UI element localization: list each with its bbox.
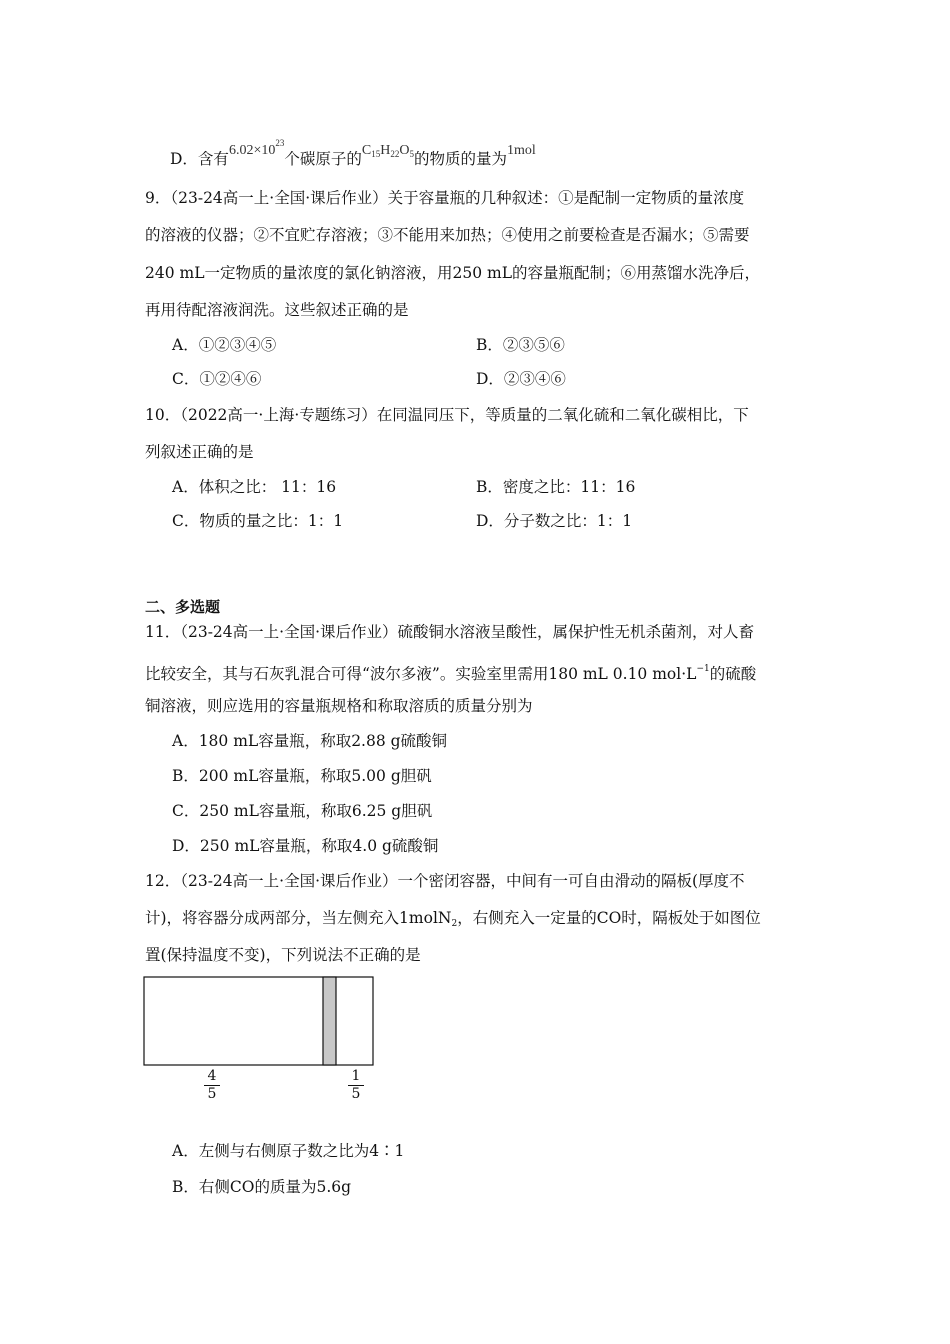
q11-option-a: A．180 mL容量瓶，称取2.88 g硫酸铜 (172, 732, 448, 750)
q12-option-b: B．右侧CO的质量为5.6g (172, 1178, 352, 1196)
q8d-label: D．含有 (170, 150, 229, 168)
q12-line-3: 置(保持温度不变)，下列说法不正确的是 (145, 946, 421, 964)
q11-option-d: D．250 mL容量瓶，称取4.0 g硫酸铜 (172, 837, 439, 855)
q11-line-1: 11．（23-24高一上·全国·课后作业）硫酸铜水溶液呈酸性，属保护性无机杀菌剂，对人畜 (145, 623, 755, 641)
q9-line-1: 9．（23-24高一上·全国·课后作业）关于容量瓶的几种叙述：①是配制一定物质的量浓度 (145, 189, 745, 207)
q8d-formula: $C_{15}H_{22}O_5$ (361, 143, 414, 159)
q10-line-1: 10．（2022高一·上海·专题练习）在同温同压下，等质量的二氧化硫和二氧化碳相比，下 (145, 406, 749, 424)
q9-option-a: A．①②③④⑤ (172, 336, 277, 354)
q10-option-a: A．体积之比： 11：16 (172, 478, 337, 496)
q8-option-d (170, 135, 536, 171)
q9-line-3: 240 mL一定物质的量浓度的氯化钠溶液，用250 mL的容量瓶配制；⑥用蒸馏水洗净后， (145, 264, 761, 282)
section-title-multiple-choice: 二、多选题 (145, 598, 221, 616)
q8d-number: $6.02\times 10^{23}$ (228, 138, 285, 158)
container-box (144, 977, 373, 1065)
q9-line-4: 再用待配溶液润洗。这些叙述正确的是 (145, 301, 409, 319)
left-fraction-label: 4 5 (202, 1069, 222, 1102)
q11-line-3: 铜溶液，则应选用的容量瓶规格和称取溶质的质量分别为 (145, 697, 533, 715)
q9-option-c: C．①②④⑥ (172, 370, 262, 388)
q11-option-c: C．250 mL容量瓶，称取6.25 g胆矾 (172, 802, 433, 820)
q12-line-2: 计)，将容器分成两部分，当左侧充入1molN$_2$，右侧充入一定量的CO时，隔板处于如图位 (145, 909, 761, 929)
q11-line-2: 比较安全，其与石灰乳混合可得“波尔多液”。实验室里需用180 mL 0.10 $mol\cdot L^{-1}$的硫酸 (145, 664, 757, 683)
q8d-unit: 1mol (506, 143, 536, 158)
q9-option-d: D．②③④⑥ (476, 370, 566, 388)
sliding-partition (323, 977, 336, 1065)
q10-option-b: B．密度之比：11：16 (476, 478, 636, 496)
q10-line-2: 列叙述正确的是 (145, 443, 254, 461)
q12-line-1: 12．（23-24高一上·全国·课后作业）一个密闭容器，中间有一可自由滑动的隔板(厚度不 (145, 872, 745, 890)
q8d-mid: 个碳原子的 (284, 150, 362, 168)
q10-option-d: D．分子数之比：1：1 (476, 512, 633, 530)
q8d-tail: 的物质的量为 (413, 150, 507, 168)
q11-option-b: B．200 mL容量瓶，称取5.00 g胆矾 (172, 767, 432, 785)
right-fraction-label: 1 5 (346, 1069, 366, 1102)
q10-option-c: C．物质的量之比：1：1 (172, 512, 344, 530)
container-diagram (140, 973, 380, 1068)
q9-option-b: B．②③⑤⑥ (476, 336, 565, 354)
q12-option-a: A．左侧与右侧原子数之比为4∶1 (172, 1142, 405, 1160)
q9-line-2: 的溶液的仪器；②不宜贮存溶液；③不能用来加热；④使用之前要检查是否漏水；⑤需要 (145, 226, 750, 244)
